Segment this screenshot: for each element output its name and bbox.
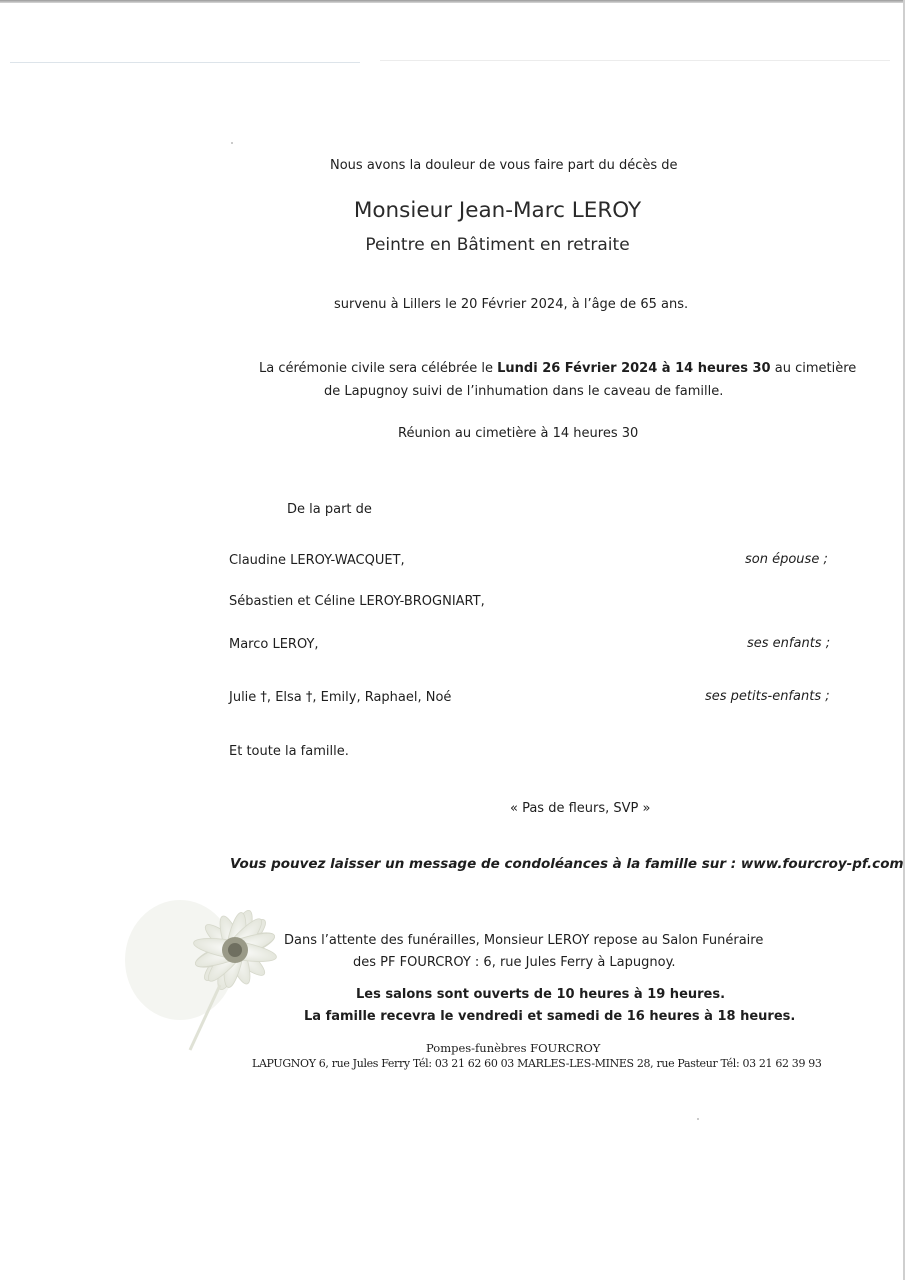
scan-line (10, 62, 360, 63)
family-names: Julie †, Elsa †, Emily, Raphael, Noé (229, 690, 452, 705)
condolences-note: Vous pouvez laisser un message de condoléances à la famille sur : www.fourcroy-pf.com (230, 856, 904, 872)
ceremony-line-1 (259, 361, 856, 377)
scan-speck (231, 142, 233, 144)
footer-addresses: LAPUGNOY 6, rue Jules Ferry Tél: 03 21 62 60 03 MARLES-LES-MINES 28, rue Pasteur Tél: 03 21 62 39 93 (252, 1057, 822, 1070)
ceremony-pre: La cérémonie civile sera célébrée le (259, 361, 498, 376)
family-names: Marco LEROY, (229, 637, 319, 652)
intro-text: Nous avons la douleur de vous faire part du décès de (330, 158, 678, 173)
scan-speck (697, 1118, 699, 1120)
no-flowers-note: « Pas de fleurs, SVP » (510, 801, 651, 816)
salon-line-1: Dans l’attente des funérailles, Monsieur LEROY repose au Salon Funéraire (284, 933, 764, 948)
footer-company: Pompes-funèbres FOURCROY (426, 1041, 601, 1055)
deceased-occupation: Peintre en Bâtiment en retraite (365, 235, 630, 255)
ceremony-line-2: de Lapugnoy suivi de l’inhumation dans le caveau de famille. (324, 384, 724, 399)
family-relation: ses petits-enfants ; (705, 689, 830, 704)
family-relation: ses enfants ; (747, 636, 831, 651)
salon-hours: Les salons sont ouverts de 10 heures à 19 heures. (356, 987, 726, 1002)
scan-line (380, 60, 890, 61)
death-details: survenu à Lillers le 20 Février 2024, à l’âge de 65 ans. (334, 297, 689, 312)
flower-icon (120, 890, 295, 1055)
from-label: De la part de (287, 502, 372, 517)
family-reception: La famille recevra le vendredi et samedi de 16 heures à 18 heures. (304, 1009, 796, 1024)
family-relation: son épouse ; (745, 552, 828, 567)
family-names: Et toute la famille. (229, 744, 349, 759)
deceased-name: Monsieur Jean-Marc LEROY (353, 198, 642, 223)
ceremony-post: au cimetière (770, 361, 857, 376)
scan-edge-top (0, 0, 905, 3)
family-names: Sébastien et Céline LEROY-BROGNIART, (229, 594, 485, 609)
salon-line-2: des PF FOURCROY : 6, rue Jules Ferry à Lapugnoy. (353, 955, 676, 970)
meeting-text: Réunion au cimetière à 14 heures 30 (398, 426, 639, 441)
ceremony-date: Lundi 26 Février 2024 à 14 heures 30 (497, 361, 771, 376)
family-names: Claudine LEROY-WACQUET, (229, 553, 405, 568)
